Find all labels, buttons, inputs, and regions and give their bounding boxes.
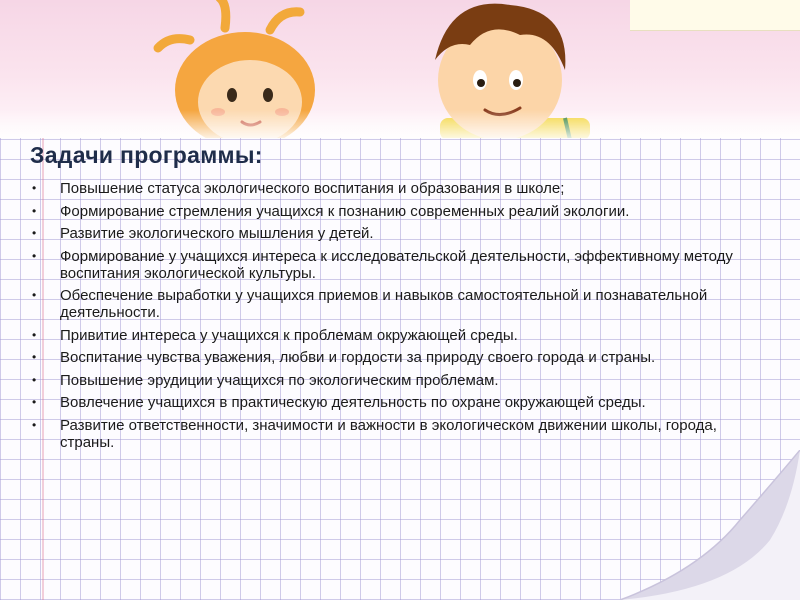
list-item: [30, 287, 760, 321]
list-item-text: Формирование стремления учащихся к познанию современных реалий экологии.: [60, 202, 630, 220]
list-item: [30, 225, 760, 242]
bullet-icon: •: [32, 203, 37, 218]
list-item: [30, 417, 760, 451]
list-item-text: Воспитание чувства уважения, любви и гордости за природу своего города и страны.: [60, 349, 656, 367]
slide-title: Задачи программы:: [30, 142, 263, 168]
list-item: [30, 349, 760, 366]
list-item: [30, 180, 760, 197]
bullet-icon: •: [32, 350, 37, 365]
list-item: [30, 327, 760, 344]
list-item: [30, 203, 760, 220]
list-item-text: Развитие экологического мышления у детей.: [60, 225, 374, 242]
sticky-note: [630, 0, 800, 31]
list-item-text: Формирование у учащихся интереса к исследовательской деятельности, эффективному методу воспитания экологической культуры.: [60, 247, 733, 282]
list-item-text: Обеспечение выработки у учащихся приемов и навыков самостоятельной и познавательной деятельности.: [60, 287, 708, 322]
header-banner: [0, 0, 800, 138]
list-item: [30, 372, 760, 389]
list-item-text: Вовлечение учащихся в практическую деятельность по охране окружающей среды.: [60, 394, 646, 412]
list-item-text: Повышение статуса экологического воспитания и образования в школе;: [60, 180, 565, 197]
task-list: [30, 180, 760, 457]
list-item: [30, 394, 760, 411]
bullet-icon: •: [32, 327, 37, 342]
list-item-text: Привитие интереса у учащихся к проблемам окружающей среды.: [60, 326, 518, 344]
banner-fade: [0, 110, 800, 138]
bullet-icon: •: [32, 181, 37, 195]
bullet-icon: •: [32, 395, 37, 410]
bullet-icon: •: [32, 288, 37, 303]
bullet-icon: •: [32, 417, 37, 432]
bullet-icon: •: [32, 372, 37, 387]
list-item-text: Развитие ответственности, значимости и важности в экологическом движении школы, города, страны.: [60, 416, 717, 452]
page-curl-decoration: [580, 450, 800, 600]
list-item: [30, 248, 760, 282]
list-item-text: Повышение эрудиции учащихся по экологическим проблемам.: [60, 371, 499, 389]
bullet-icon: •: [32, 226, 37, 240]
bullet-icon: •: [32, 248, 37, 263]
